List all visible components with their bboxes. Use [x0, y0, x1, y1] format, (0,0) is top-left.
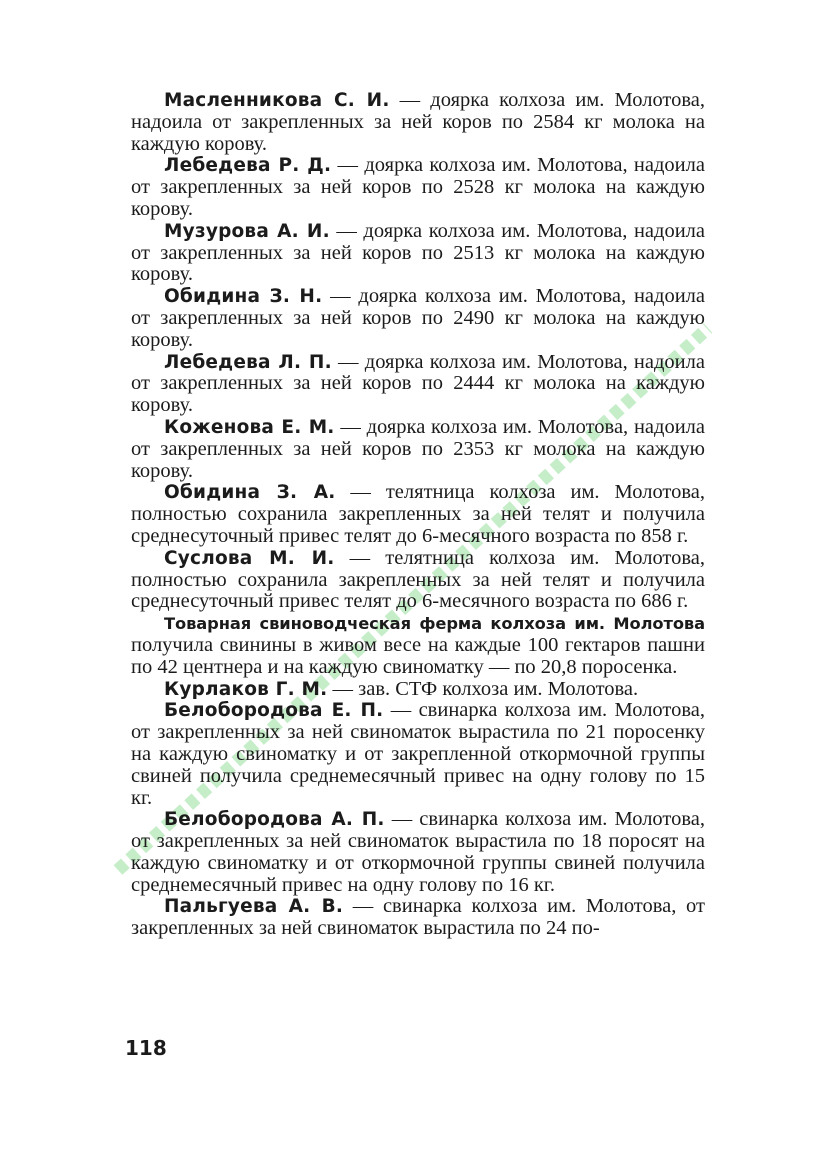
entry-text: — свинарка колхоза им. Молотова, от закрепленных за ней свиноматок вырастила по 21 поросенку на каждую свиноматку и от закрепленной откормочной группы свиней получила среднемесячный привес на одну голову по 15 кг. — [131, 699, 705, 809]
entry-name: Обидина З. А. — [164, 482, 336, 504]
entry-text: — телятница колхоза им. Молотова, полностью сохранила закрепленных за ней телят и получила среднесуточный привес телят до 6-месячного возраста по 858 г. — [131, 481, 705, 547]
entry-palgueva — [131, 896, 705, 940]
entry-text: — зав. СТФ колхоза им. Молотова. — [327, 677, 639, 700]
entry-text: — доярка колхоза им. Молотова, надоила от закрепленных за ней коров по 2513 кг молока на каждую корову. — [131, 219, 706, 286]
entry-name: Лебедева Л. П. — [164, 351, 332, 373]
entry-obidina-za — [131, 482, 705, 547]
entry-text: — доярка колхоза им. Молотова, надоила от закрепленных за ней коров по 2353 кг молока на каждую корову. — [131, 415, 705, 482]
page-number: 118 — [125, 1036, 167, 1060]
entry-text: — доярка колхоза им. Молотова, надоила от закрепленных за ней коров по 2584 кг молока на каждую корову. — [131, 89, 705, 155]
entry-name: Белобородова А. П. — [164, 809, 385, 831]
entry-name: Масленникова С. И. — [164, 90, 390, 111]
page-text — [131, 90, 705, 940]
entry-text: — доярка колхоза им. Молотова, надоила от закрепленных за ней коров по 2528 кг молока на каждую корову. — [131, 154, 705, 220]
entry-text: получила свинины в живом весе на каждые 100 гектаров пашни по 42 центнера и на каждую свиноматку — по 20,8 поросенка. — [131, 633, 705, 678]
entry-text: — свинарка колхоза им. Молотова, от закрепленных за ней свиноматок вырастила по 18 поросят на каждую свиноматку и от откормочной группы свиней получила среднемесячный привес на одну голову по 16 кг. — [131, 808, 705, 896]
entry-name: Музурова А. И. — [164, 220, 330, 242]
entry-beloborodova-ap — [131, 809, 705, 896]
entry-suslova — [131, 548, 705, 613]
entry-name: Лебедева Р. Д. — [164, 155, 332, 177]
entry-name: Суслова М. И. — [164, 547, 335, 569]
entry-text: — свинарка колхоза им. Молотова, от закрепленных за ней свиноматок вырастила по 24 по- — [131, 895, 705, 940]
entry-text: — доярка колхоза им. Молотова, надоила от закрепленных за ней коров по 2490 кг молока на каждую корову. — [131, 285, 705, 351]
entry-name: Пальгуева А. В. — [164, 896, 344, 918]
entry-name: Обидина З. Н. — [164, 286, 323, 308]
entry-name: Коженова Е. М. — [164, 416, 335, 438]
entry-beloborodova-ep — [131, 700, 705, 809]
entry-maslennikova — [131, 90, 705, 155]
entry-lebedeva-lp — [131, 352, 705, 417]
entry-muzurova — [131, 221, 705, 286]
entry-text: — доярка колхоза им. Молотова, надоила от закрепленных за ней коров по 2444 кг молока на каждую корову. — [131, 350, 705, 417]
entry-kurlakov — [131, 679, 705, 701]
entry-lebedeva-rd — [131, 155, 705, 220]
entry-kozhenova — [131, 417, 705, 482]
entry-obidina-zn — [131, 286, 705, 351]
entry-pig-farm — [131, 613, 705, 678]
entry-name: Белобородова Е. П. — [164, 700, 384, 722]
entry-text: — телятница колхоза им. Молотова, полностью сохранила закрепленных за ней телят и получила среднесуточный привес телят до 6-месячного возраста по 686 г. — [131, 546, 705, 613]
entry-name: Курлаков Г. М. — [164, 678, 328, 700]
entry-name: Товарная свиноводческая ферма колхоза им. Молотова — [164, 614, 705, 634]
